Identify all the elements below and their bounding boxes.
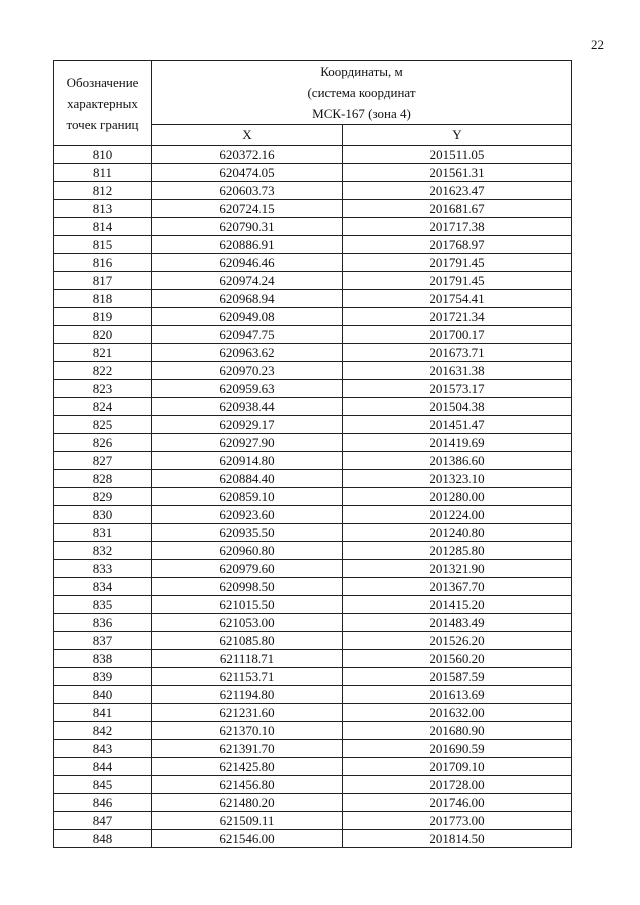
table-row [54, 488, 572, 506]
x-coordinate-cell: 621370.10 [152, 722, 343, 740]
table-row [54, 380, 572, 398]
table-row [54, 542, 572, 560]
y-coordinate-cell: 201573.17 [343, 380, 572, 398]
y-coordinate-cell: 201560.20 [343, 650, 572, 668]
x-coordinate-cell: 620923.60 [152, 506, 343, 524]
table-row [54, 506, 572, 524]
x-coordinate-cell: 620927.90 [152, 434, 343, 452]
x-coordinate-cell: 620859.10 [152, 488, 343, 506]
x-coordinate-cell: 620979.60 [152, 560, 343, 578]
y-coordinate-cell: 201700.17 [343, 326, 572, 344]
x-coordinate-cell: 620884.40 [152, 470, 343, 488]
coords-title-line: МСК-167 (зона 4) [312, 106, 411, 121]
table-row [54, 776, 572, 794]
y-coordinate-cell: 201791.45 [343, 272, 572, 290]
y-coordinate-cell: 201367.70 [343, 578, 572, 596]
y-coordinate-cell: 201419.69 [343, 434, 572, 452]
table-row [54, 326, 572, 344]
point-id-cell: 842 [54, 722, 152, 740]
y-coordinate-cell: 201632.00 [343, 704, 572, 722]
point-id-cell: 838 [54, 650, 152, 668]
point-id-cell: 837 [54, 632, 152, 650]
x-coordinate-cell: 620935.50 [152, 524, 343, 542]
coords-title-line: (система координат [307, 85, 416, 100]
y-coordinate-cell: 201680.90 [343, 722, 572, 740]
table-row [54, 416, 572, 434]
point-id-cell: 834 [54, 578, 152, 596]
table-row [54, 272, 572, 290]
table-row [54, 794, 572, 812]
x-coordinate-cell: 620960.80 [152, 542, 343, 560]
x-coordinate-cell: 620790.31 [152, 218, 343, 236]
x-coordinate-cell: 620946.46 [152, 254, 343, 272]
point-label-line: характерных [67, 95, 138, 111]
point-id-cell: 843 [54, 740, 152, 758]
point-id-cell: 825 [54, 416, 152, 434]
x-coordinate-cell: 621456.80 [152, 776, 343, 794]
point-id-cell: 811 [54, 164, 152, 182]
point-id-cell: 827 [54, 452, 152, 470]
y-coordinate-cell: 201768.97 [343, 236, 572, 254]
table-body [54, 146, 572, 848]
x-coordinate-cell: 621391.70 [152, 740, 343, 758]
y-coordinate-cell: 201717.38 [343, 218, 572, 236]
table-row [54, 704, 572, 722]
x-coordinate-cell: 620603.73 [152, 182, 343, 200]
x-coordinate-cell: 621194.80 [152, 686, 343, 704]
x-coordinate-cell: 621153.71 [152, 668, 343, 686]
y-coordinate-cell: 201415.20 [343, 596, 572, 614]
point-id-cell: 816 [54, 254, 152, 272]
y-coordinate-cell: 201587.59 [343, 668, 572, 686]
point-id-cell: 844 [54, 758, 152, 776]
y-coordinate-cell: 201504.38 [343, 398, 572, 416]
table-row [54, 740, 572, 758]
y-coordinate-cell: 201721.34 [343, 308, 572, 326]
y-coordinate-cell: 201280.00 [343, 488, 572, 506]
x-coordinate-cell: 620474.05 [152, 164, 343, 182]
table-row [54, 146, 572, 164]
point-id-cell: 830 [54, 506, 152, 524]
table-row [54, 452, 572, 470]
table-row [54, 434, 572, 452]
y-coordinate-cell: 201511.05 [343, 146, 572, 164]
table-row [54, 722, 572, 740]
y-coordinate-cell: 201386.60 [343, 452, 572, 470]
x-coordinate-cell: 620947.75 [152, 326, 343, 344]
point-id-cell: 847 [54, 812, 152, 830]
x-coordinate-cell: 620970.23 [152, 362, 343, 380]
y-coordinate-cell: 201681.67 [343, 200, 572, 218]
x-coordinate-cell: 621231.60 [152, 704, 343, 722]
point-label-line: точек границ [66, 116, 139, 132]
table-row [54, 182, 572, 200]
y-coordinate-cell: 201613.69 [343, 686, 572, 704]
table-row [54, 668, 572, 686]
y-coordinate-cell: 201240.80 [343, 524, 572, 542]
x-coordinate-cell: 620968.94 [152, 290, 343, 308]
table-row [54, 362, 572, 380]
table-row [54, 218, 572, 236]
x-coordinate-cell: 621053.00 [152, 614, 343, 632]
table-row [54, 632, 572, 650]
table-row [54, 830, 572, 848]
y-coordinate-cell: 201754.41 [343, 290, 572, 308]
table-row [54, 614, 572, 632]
table-row [54, 578, 572, 596]
y-coordinate-cell: 201224.00 [343, 506, 572, 524]
point-id-cell: 814 [54, 218, 152, 236]
y-coordinate-cell: 201483.49 [343, 614, 572, 632]
point-label-header [54, 61, 152, 146]
x-coordinate-cell: 620959.63 [152, 380, 343, 398]
point-id-cell: 845 [54, 776, 152, 794]
y-coordinate-cell: 201321.90 [343, 560, 572, 578]
y-coordinate-cell: 201623.47 [343, 182, 572, 200]
table-row [54, 308, 572, 326]
y-coordinate-cell: 201791.45 [343, 254, 572, 272]
point-id-cell: 818 [54, 290, 152, 308]
y-coordinate-cell: 201814.50 [343, 830, 572, 848]
point-id-cell: 846 [54, 794, 152, 812]
point-id-cell: 823 [54, 380, 152, 398]
table-row [54, 236, 572, 254]
x-coordinate-cell: 621509.11 [152, 812, 343, 830]
point-id-cell: 829 [54, 488, 152, 506]
point-id-cell: 839 [54, 668, 152, 686]
point-id-cell: 832 [54, 542, 152, 560]
point-id-cell: 826 [54, 434, 152, 452]
point-id-cell: 831 [54, 524, 152, 542]
point-id-cell: 822 [54, 362, 152, 380]
table-row [54, 686, 572, 704]
point-id-cell: 835 [54, 596, 152, 614]
table-row [54, 164, 572, 182]
point-id-cell: 815 [54, 236, 152, 254]
x-coordinate-cell: 620914.80 [152, 452, 343, 470]
x-coordinate-cell: 620998.50 [152, 578, 343, 596]
point-id-cell: 819 [54, 308, 152, 326]
table-row [54, 470, 572, 488]
x-coordinate-cell: 620372.16 [152, 146, 343, 164]
column-header-x: X [152, 125, 343, 146]
x-coordinate-cell: 621085.80 [152, 632, 343, 650]
x-coordinate-cell: 620963.62 [152, 344, 343, 362]
x-coordinate-cell: 621546.00 [152, 830, 343, 848]
y-coordinate-cell: 201773.00 [343, 812, 572, 830]
x-coordinate-cell: 621015.50 [152, 596, 343, 614]
table-row [54, 758, 572, 776]
y-coordinate-cell: 201526.20 [343, 632, 572, 650]
y-coordinate-cell: 201285.80 [343, 542, 572, 560]
table-row [54, 290, 572, 308]
x-coordinate-cell: 620938.44 [152, 398, 343, 416]
x-coordinate-cell: 620886.91 [152, 236, 343, 254]
y-coordinate-cell: 201673.71 [343, 344, 572, 362]
coordinates-table [53, 60, 572, 848]
point-id-cell: 813 [54, 200, 152, 218]
point-label-line: Обозначение [66, 74, 139, 90]
point-id-cell: 812 [54, 182, 152, 200]
y-coordinate-cell: 201690.59 [343, 740, 572, 758]
y-coordinate-cell: 201746.00 [343, 794, 572, 812]
y-coordinate-cell: 201631.38 [343, 362, 572, 380]
table-row [54, 812, 572, 830]
point-id-cell: 840 [54, 686, 152, 704]
y-coordinate-cell: 201451.47 [343, 416, 572, 434]
point-id-cell: 828 [54, 470, 152, 488]
table-row [54, 344, 572, 362]
y-coordinate-cell: 201561.31 [343, 164, 572, 182]
table-row [54, 560, 572, 578]
point-id-cell: 824 [54, 398, 152, 416]
y-coordinate-cell: 201728.00 [343, 776, 572, 794]
x-coordinate-cell: 621118.71 [152, 650, 343, 668]
point-id-cell: 848 [54, 830, 152, 848]
table-row [54, 200, 572, 218]
point-id-cell: 833 [54, 560, 152, 578]
point-id-cell: 836 [54, 614, 152, 632]
x-coordinate-cell: 620974.24 [152, 272, 343, 290]
column-header-y: Y [343, 125, 572, 146]
point-id-cell: 820 [54, 326, 152, 344]
x-coordinate-cell: 620949.08 [152, 308, 343, 326]
x-coordinate-cell: 621425.80 [152, 758, 343, 776]
point-id-cell: 817 [54, 272, 152, 290]
table-row [54, 524, 572, 542]
table-row [54, 254, 572, 272]
table-row [54, 398, 572, 416]
y-coordinate-cell: 201323.10 [343, 470, 572, 488]
table-row [54, 596, 572, 614]
y-coordinate-cell: 201709.10 [343, 758, 572, 776]
coords-title-line: Координаты, м [320, 64, 403, 79]
point-id-cell: 821 [54, 344, 152, 362]
coords-title-header [152, 61, 572, 125]
point-id-cell: 841 [54, 704, 152, 722]
point-id-cell: 810 [54, 146, 152, 164]
page-number: 22 [591, 37, 604, 52]
table-row [54, 650, 572, 668]
x-coordinate-cell: 620929.17 [152, 416, 343, 434]
x-coordinate-cell: 620724.15 [152, 200, 343, 218]
x-coordinate-cell: 621480.20 [152, 794, 343, 812]
